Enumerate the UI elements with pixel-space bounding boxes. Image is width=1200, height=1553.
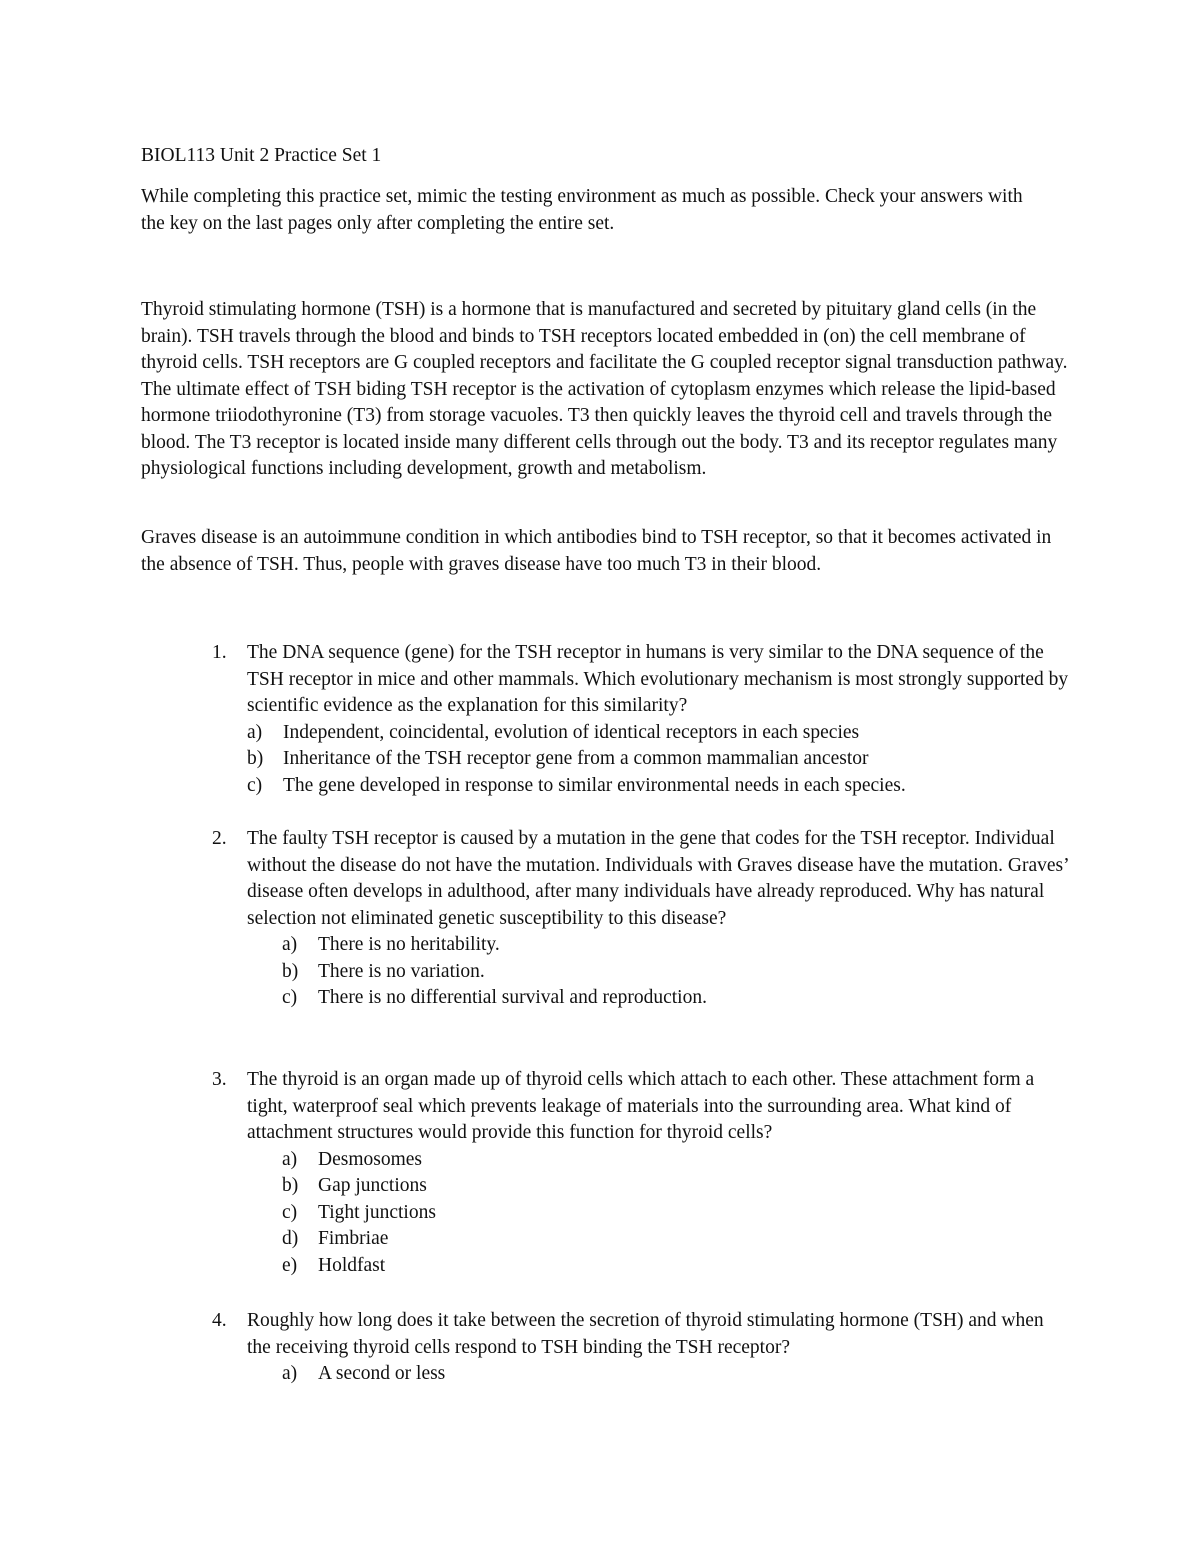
option-letter: b) (282, 960, 299, 982)
option-letter: a) (282, 1148, 298, 1170)
question-2 (212, 826, 1072, 1012)
answer-option (212, 959, 1072, 986)
answer-option (212, 1226, 1072, 1253)
question-number: 4. (212, 1310, 227, 1331)
option-letter: c) (282, 987, 298, 1008)
answer-option (212, 1361, 1072, 1388)
question-1 (212, 640, 1072, 799)
option-text: Tight junctions (318, 1201, 436, 1223)
option-letter: e) (282, 1254, 298, 1276)
answer-option (212, 932, 1072, 959)
option-letter: b) (247, 748, 264, 769)
tsh-background-paragraph: Thyroid stimulating hormone (TSH) is a hormone that is manufactured and secreted by pituitary gland cells (in the brain). TSH travels through the blood and binds to TSH receptors located embedded in (on) the cell membrane of thyroid cells. TSH receptors are G coupled receptors and facilitate the G coupled receptor signal transduction pathway. The ultimate effect of TSH biding TSH receptor is the activation of cytoplasm enzymes which release the lipid-based hormone triiodothyronine (T3) from storage vacuoles. T3 then quickly leaves the thyroid cell and travels through the blood. The T3 receptor is located inside many different cells through out the body. T3 and its receptor regulates many physiological functions including development, growth and metabolism. (141, 299, 1068, 479)
answer-options (212, 1147, 1072, 1280)
question-text: The thyroid is an organ made up of thyroid cells which attach to each other. These attachment form a tight, waterproof seal which prevents leakage of materials into the surrounding area. What kind of attachment structures would provide this function for thyroid cells? (247, 1069, 1035, 1143)
question-text: Roughly how long does it take between the secretion of thyroid stimulating hormone (TSH) and when the receiving thyroid cells respond to TSH binding the TSH receptor? (247, 1310, 1044, 1358)
question-number: 2. (212, 828, 227, 849)
option-text: There is no differential survival and reproduction. (318, 987, 707, 1008)
question-number: 1. (212, 642, 227, 663)
option-text: Fimbriae (318, 1228, 389, 1249)
option-letter: c) (282, 1201, 298, 1223)
option-letter: b) (282, 1175, 299, 1196)
option-text: Holdfast (318, 1254, 386, 1276)
option-text: There is no variation. (318, 960, 485, 982)
option-text: Gap junctions (318, 1175, 427, 1196)
answer-option (212, 720, 1072, 747)
question-text: The faulty TSH receptor is caused by a mutation in the gene that codes for the TSH receptor. Individual without the disease do not have the mutation. Individuals with Graves disease have the mutation. Graves’ disease often develops in adulthood, after many individuals have already reproduced. Why has natural selection not eliminated genetic susceptibility to this disease? (247, 828, 1069, 929)
answer-option (212, 1200, 1072, 1227)
question-4 (212, 1308, 1072, 1388)
answer-option (212, 1253, 1072, 1280)
option-text: Desmosomes (318, 1148, 422, 1170)
option-text: Inheritance of the TSH receptor gene from a common mammalian ancestor (283, 748, 869, 769)
question-3 (212, 1067, 1072, 1279)
option-letter: c) (247, 774, 263, 796)
answer-option (212, 746, 1072, 773)
document-title: BIOL113 Unit 2 Practice Set 1 (141, 145, 382, 166)
answer-options (212, 932, 1072, 1012)
option-text: Independent, coincidental, evolution of identical receptors in each species (283, 721, 860, 743)
answer-option (212, 773, 1072, 800)
option-text: A second or less (318, 1363, 446, 1384)
question-text: The DNA sequence (gene) for the TSH receptor in humans is very similar to the DNA sequence of the TSH receptor in mice and other mammals. Which evolutionary mechanism is most strongly supported by scientific evidence as the explanation for this similarity? (247, 642, 1069, 716)
option-letter: d) (282, 1228, 299, 1249)
answer-options (212, 720, 1072, 800)
answer-option (212, 1173, 1072, 1200)
question-number: 3. (212, 1069, 227, 1090)
option-text: The gene developed in response to similar environmental needs in each species. (283, 774, 906, 796)
intro-paragraph: While completing this practice set, mimic the testing environment as much as possible. Check your answers with the key on the last pages only after completing the entire set. (141, 186, 1023, 234)
answer-option (212, 1147, 1072, 1174)
option-letter: a) (247, 721, 263, 743)
graves-disease-paragraph: Graves disease is an autoimmune condition in which antibodies bind to TSH receptor, so that it becomes activated in the absence of TSH. Thus, people with graves disease have too much T3 in their blood. (141, 527, 1052, 575)
option-letter: a) (282, 934, 298, 955)
option-text: There is no heritability. (318, 934, 500, 955)
answer-option (212, 985, 1072, 1012)
option-letter: a) (282, 1363, 298, 1384)
answer-options (212, 1361, 1072, 1388)
